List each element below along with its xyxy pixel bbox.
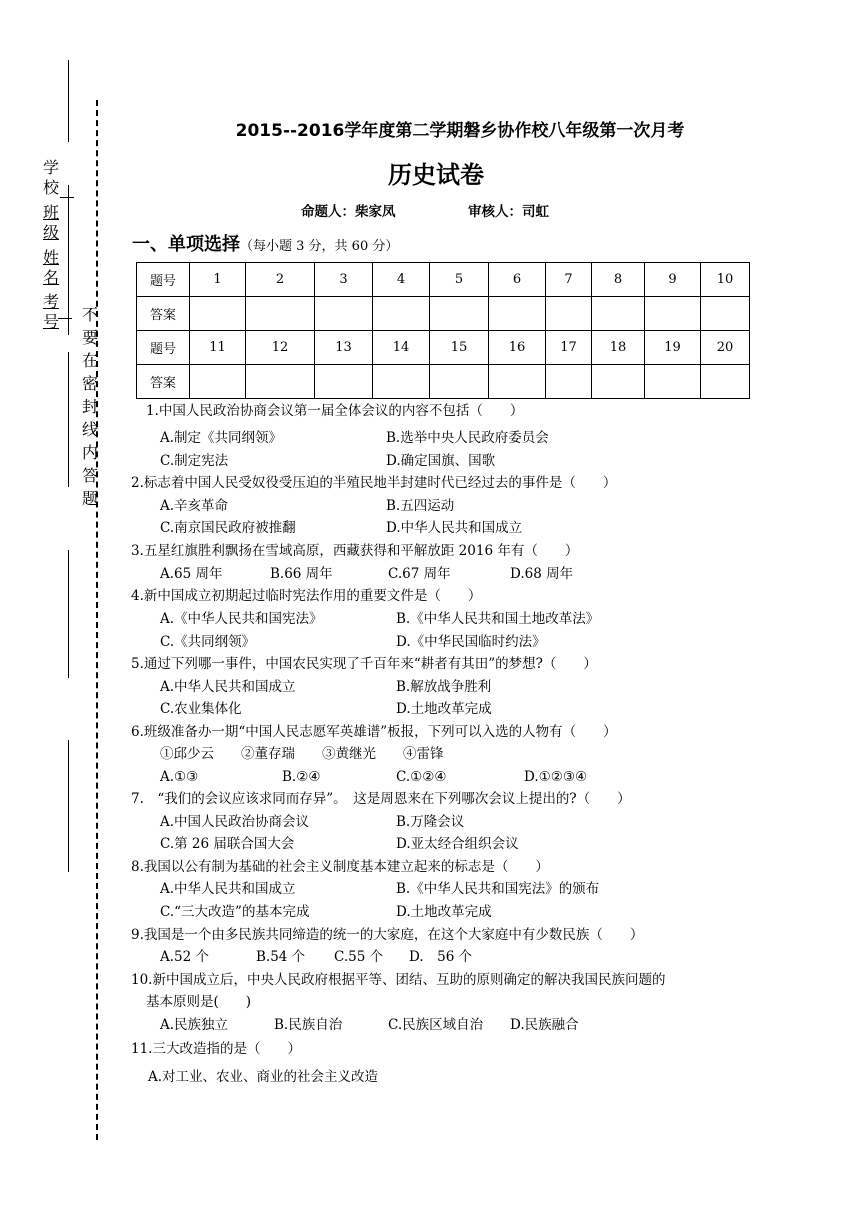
question-number-cell: 8 <box>592 263 645 297</box>
question-number-cell: 18 <box>592 331 645 365</box>
option: B.54 个 <box>256 949 306 965</box>
question-number-cell: 7 <box>546 263 592 297</box>
exam-title: 2015--2016学年度第二学期磐乡协作校八年级第一次月考 <box>235 121 685 141</box>
question-stem: 6.班级准备办一期“中国人民志愿军英雄谱”板报，下列可以入选的人物有（ ） <box>131 724 617 740</box>
option: A.中华人民共和国成立 <box>160 881 296 897</box>
option: A.民族独立 <box>160 1017 229 1033</box>
option: A.中国人民政治协商会议 <box>160 814 310 830</box>
option: D.土地改革完成 <box>396 904 492 920</box>
row-label: 答案 <box>137 297 190 331</box>
answer-cell[interactable] <box>190 297 246 331</box>
question-stem: 2.标志着中国人民受奴役受压迫的半殖民地半封建时代已经过去的事件是（ ） <box>131 475 617 491</box>
answer-table <box>136 262 750 399</box>
question-extra: ①邱少云 ②董存瑞 ③黄继光 ④雷锋 <box>160 746 444 762</box>
binding-line <box>68 740 69 872</box>
question-number-cell: 4 <box>373 263 430 297</box>
option: A.《中华人民共和国宪法》 <box>160 611 323 627</box>
option: C.“三大改造”的基本完成 <box>160 904 310 920</box>
option: D. 56 个 <box>409 949 473 965</box>
binding-line <box>68 352 69 487</box>
section-note: （每小题 3 分，共 60 分） <box>240 239 399 254</box>
exam-subtitle: 历史试卷 <box>388 161 484 189</box>
option: D.确定国旗、国歌 <box>386 453 496 469</box>
option: B.选举中央人民政府委员会 <box>386 430 549 446</box>
question-stem: 9.我国是一个由多民族共同缔造的统一的大家庭，在这个大家庭中有少数民族（ ） <box>131 927 644 943</box>
answer-cell[interactable] <box>190 365 246 399</box>
question-number-cell: 15 <box>430 331 489 365</box>
option: C.第 26 届联合国大会 <box>160 836 295 852</box>
row-label: 题号 <box>137 263 190 297</box>
question-number-cell: 11 <box>190 331 246 365</box>
question-number-cell: 6 <box>489 263 546 297</box>
question-number-cell: 19 <box>645 331 701 365</box>
class-label: 班 级 <box>43 203 60 242</box>
answer-cell[interactable] <box>246 365 315 399</box>
answer-cell[interactable] <box>430 297 489 331</box>
option: C.55 个 <box>334 949 384 965</box>
answer-cell[interactable] <box>592 297 645 331</box>
binding-line <box>68 550 69 678</box>
table-row <box>137 365 750 399</box>
number-label: 考 号 <box>43 292 60 331</box>
number-blank <box>58 318 72 319</box>
option: B.《中华人民共和国宪法》的颁布 <box>396 881 600 897</box>
question-stem: 8.我国以公有制为基础的社会主义制度基本建立起来的标志是（ ） <box>131 859 549 875</box>
option: A.对工业、农业、商业的社会主义改造 <box>148 1069 379 1085</box>
answer-cell[interactable] <box>489 365 546 399</box>
option: B.五四运动 <box>386 498 455 514</box>
option: A.65 周年 <box>160 566 223 582</box>
school-blank <box>60 197 74 198</box>
answer-cell[interactable] <box>645 365 701 399</box>
answer-cell[interactable] <box>315 297 373 331</box>
option: A.52 个 <box>160 949 210 965</box>
option: B.66 周年 <box>270 566 333 582</box>
row-label: 题号 <box>137 331 190 365</box>
answer-cell[interactable] <box>315 365 373 399</box>
option: D.①②③④ <box>524 769 588 785</box>
question-number-cell: 2 <box>246 263 315 297</box>
option: D.68 周年 <box>510 566 574 582</box>
answer-cell[interactable] <box>701 365 750 399</box>
question-stem-continued: 基本原则是( ) <box>146 994 252 1010</box>
answer-cell[interactable] <box>430 365 489 399</box>
option: D.民族融合 <box>510 1017 579 1033</box>
question-number-cell: 14 <box>373 331 430 365</box>
answer-cell[interactable] <box>701 297 750 331</box>
question-number-cell: 16 <box>489 331 546 365</box>
option: B.民族自治 <box>274 1017 343 1033</box>
answer-cell[interactable] <box>645 297 701 331</box>
option: C.民族区域自治 <box>388 1017 484 1033</box>
question-stem: 11.三大改造指的是（ ） <box>131 1041 301 1057</box>
option: A.制定《共同纲领》 <box>160 430 283 446</box>
name-label: 姓 名 <box>43 248 60 287</box>
school-label: 学 校 <box>43 158 60 197</box>
option: B.②④ <box>282 769 321 785</box>
option: B.解放战争胜利 <box>396 679 492 695</box>
question-stem: 7. “我们的会议应该求同而存异”。 这是周恩来在下列哪次会议上提出的?（ ） <box>131 791 631 807</box>
option: A.①③ <box>160 769 199 785</box>
option: A.辛亥革命 <box>160 498 229 514</box>
table-row <box>137 297 750 331</box>
question-number-cell: 5 <box>430 263 489 297</box>
table-row <box>137 263 750 297</box>
answer-cell[interactable] <box>546 365 592 399</box>
option: D.《中华民国临时约法》 <box>396 634 546 650</box>
table-row <box>137 331 750 365</box>
setter: 命题人：柴家凤 <box>301 204 396 220</box>
option: D.土地改革完成 <box>396 701 492 717</box>
question-number-cell: 13 <box>315 331 373 365</box>
section-heading <box>132 230 398 256</box>
reviewer: 审核人：司虹 <box>468 204 549 220</box>
answer-cell[interactable] <box>373 297 430 331</box>
option: D.中华人民共和国成立 <box>386 520 523 536</box>
question-stem: 3.五星红旗胜利飘扬在雪域高原，西藏获得和平解放距 2016 年有（ ） <box>131 543 579 559</box>
question-number-cell: 17 <box>546 331 592 365</box>
question-number-cell: 10 <box>701 263 750 297</box>
answer-cell[interactable] <box>373 365 430 399</box>
option: C.《共同纲领》 <box>160 634 256 650</box>
seal-warning: 不 要 在 密 封 线 内 答 题 <box>82 305 99 508</box>
question-number-cell: 1 <box>190 263 246 297</box>
answer-cell[interactable] <box>546 297 592 331</box>
seal-dashed-line <box>96 100 98 1140</box>
question-stem: 10.新中国成立后，中央人民政府根据平等、团结、互助的原则确定的解决我国民族问题的 <box>131 972 666 988</box>
question-stem: 5.通过下列哪一事件，中国农民实现了千百年来“耕者有其田”的梦想?（ ） <box>131 656 597 672</box>
question-stem: 4.新中国成立初期起过临时宪法作用的重要文件是（ ） <box>131 588 482 604</box>
section-title: 一、单项选择 <box>132 234 240 255</box>
question-number-cell: 9 <box>645 263 701 297</box>
option: C.南京国民政府被推翻 <box>160 520 296 536</box>
option: C.农业集体化 <box>160 701 242 717</box>
option: C.67 周年 <box>388 566 451 582</box>
option: C.制定宪法 <box>160 453 229 469</box>
answer-cell[interactable] <box>592 365 645 399</box>
option: A.中华人民共和国成立 <box>160 679 296 695</box>
answer-cell[interactable] <box>246 297 315 331</box>
question-number-cell: 3 <box>315 263 373 297</box>
answer-cell[interactable] <box>489 297 546 331</box>
option: C.①②④ <box>396 769 447 785</box>
question-stem: 1.中国人民政治协商会议第一届全体会议的内容不包括（ ） <box>146 403 524 419</box>
option: D.亚太经合组织会议 <box>396 836 519 852</box>
option: B.万隆会议 <box>396 814 465 830</box>
question-number-cell: 20 <box>701 331 750 365</box>
question-number-cell: 12 <box>246 331 315 365</box>
row-label: 答案 <box>137 365 190 399</box>
binding-line <box>68 185 69 335</box>
option: B.《中华人民共和国土地改革法》 <box>396 611 600 627</box>
